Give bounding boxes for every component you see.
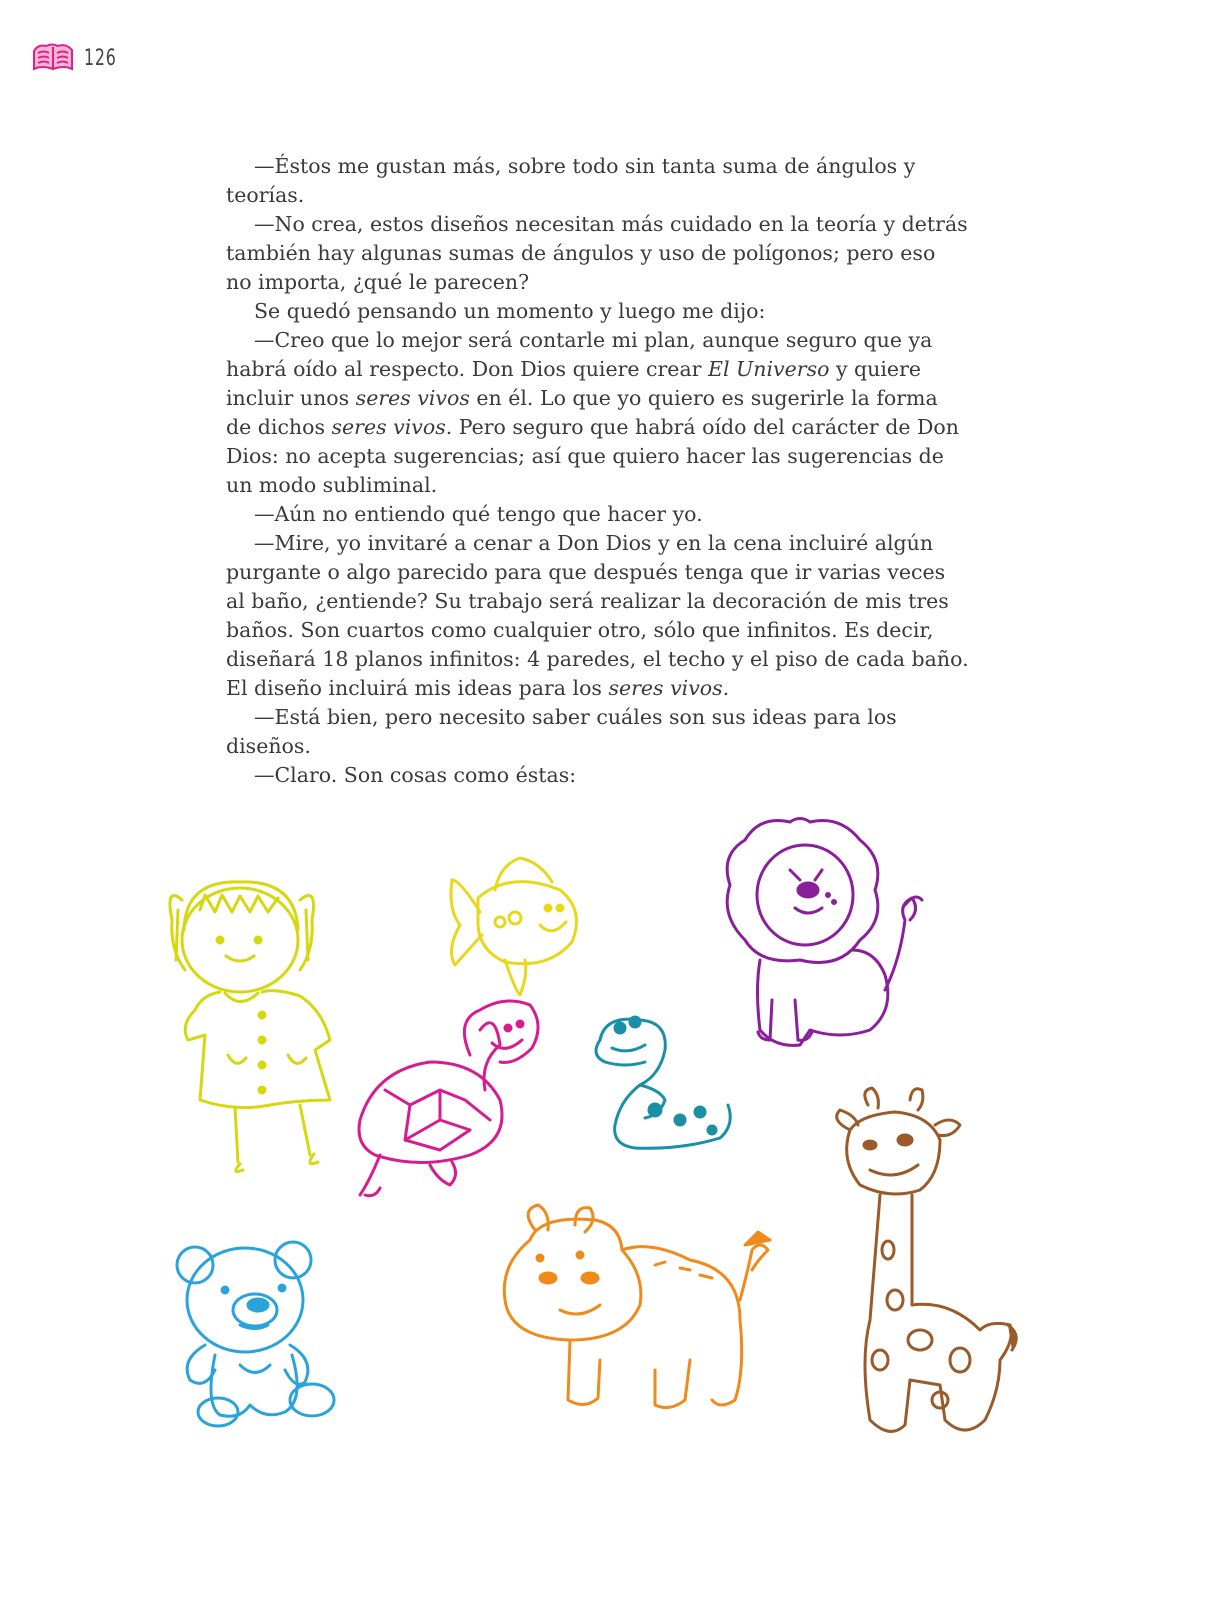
italic-term: seres vivos. [331,415,453,439]
text-run: Pero seguro que habrá oído del carácter de Don [452,415,959,439]
lion-doodle-icon [727,819,922,1046]
text-line: baños. Son cuartos como cualquier otro, sólo que infinitos. Es decir, [226,618,934,642]
text-run: El diseño incluirá mis ideas para los [226,676,609,700]
turtle-doodle-icon [359,1001,538,1196]
text-line: al baño, ¿entiende? Su trabajo será realizar la decoración de mis tres [226,589,949,613]
fish-doodle-icon [451,858,576,995]
text-line [226,355,986,384]
text-run: y quiere [829,357,921,381]
snake-doodle-icon [596,1017,730,1148]
teddy-bear-doodle-icon [177,1242,334,1426]
text-line: diseñará 18 planos infinitos: 4 paredes, el techo y el piso de cada baño. [226,647,969,671]
text-line: —Claro. Son cosas como éstas: [254,763,577,787]
doodle-illustrations [0,800,1214,1500]
text-run: incluir unos [226,386,356,410]
text-line: también hay algunas sumas de ángulos y uso de polígonos; pero eso [226,241,936,265]
text-run: habrá oído al respecto. Don Dios quiere crear [226,357,708,381]
body-text [226,152,986,790]
page-header [30,38,125,78]
text-line [226,674,986,703]
text-line: —Aún no entiendo qué tengo que hacer yo. [254,502,703,526]
text-line: Dios: no acepta sugerencias; así que quiero hacer las sugerencias de [226,444,944,468]
girl-doodle-icon [170,882,330,1172]
text-line: Se quedó pensando un momento y luego me dijo: [254,299,766,323]
text-line: un modo subliminal. [226,473,438,497]
text-line: diseños. [226,734,311,758]
italic-term: seres vivos [355,386,470,410]
text-line: —Está bien, pero necesito saber cuáles son sus ideas para los [254,705,897,729]
page-number: 126 [84,45,117,71]
text-line: —Éstos me gustan más, sobre todo sin tanta suma de ángulos y [254,154,916,178]
text-line: no importa, ¿qué le parecen? [226,270,530,294]
text-line: purgante o algo parecido para que después tenga que ir varias veces [226,560,946,584]
text-line [226,413,986,442]
text-line [226,384,986,413]
text-line: —Mire, yo invitaré a cenar a Don Dios y en la cena incluiré algún [254,531,934,555]
magenta-book-logo-icon [30,41,76,75]
italic-term: seres vivos. [608,676,730,700]
text-run: en él. Lo que yo quiero es sugerirle la forma [469,386,938,410]
hippo-doodle-icon [504,1205,770,1408]
italic-title: El Universo [707,357,830,381]
text-line: —No crea, estos diseños necesitan más cuidado en la teoría y detrás [254,212,968,236]
text-line: —Creo que lo mejor será contarle mi plan, aunque seguro que ya [254,328,933,352]
text-run: de dichos [226,415,332,439]
giraffe-doodle-icon [837,1088,1017,1431]
text-line: teorías. [226,183,305,207]
